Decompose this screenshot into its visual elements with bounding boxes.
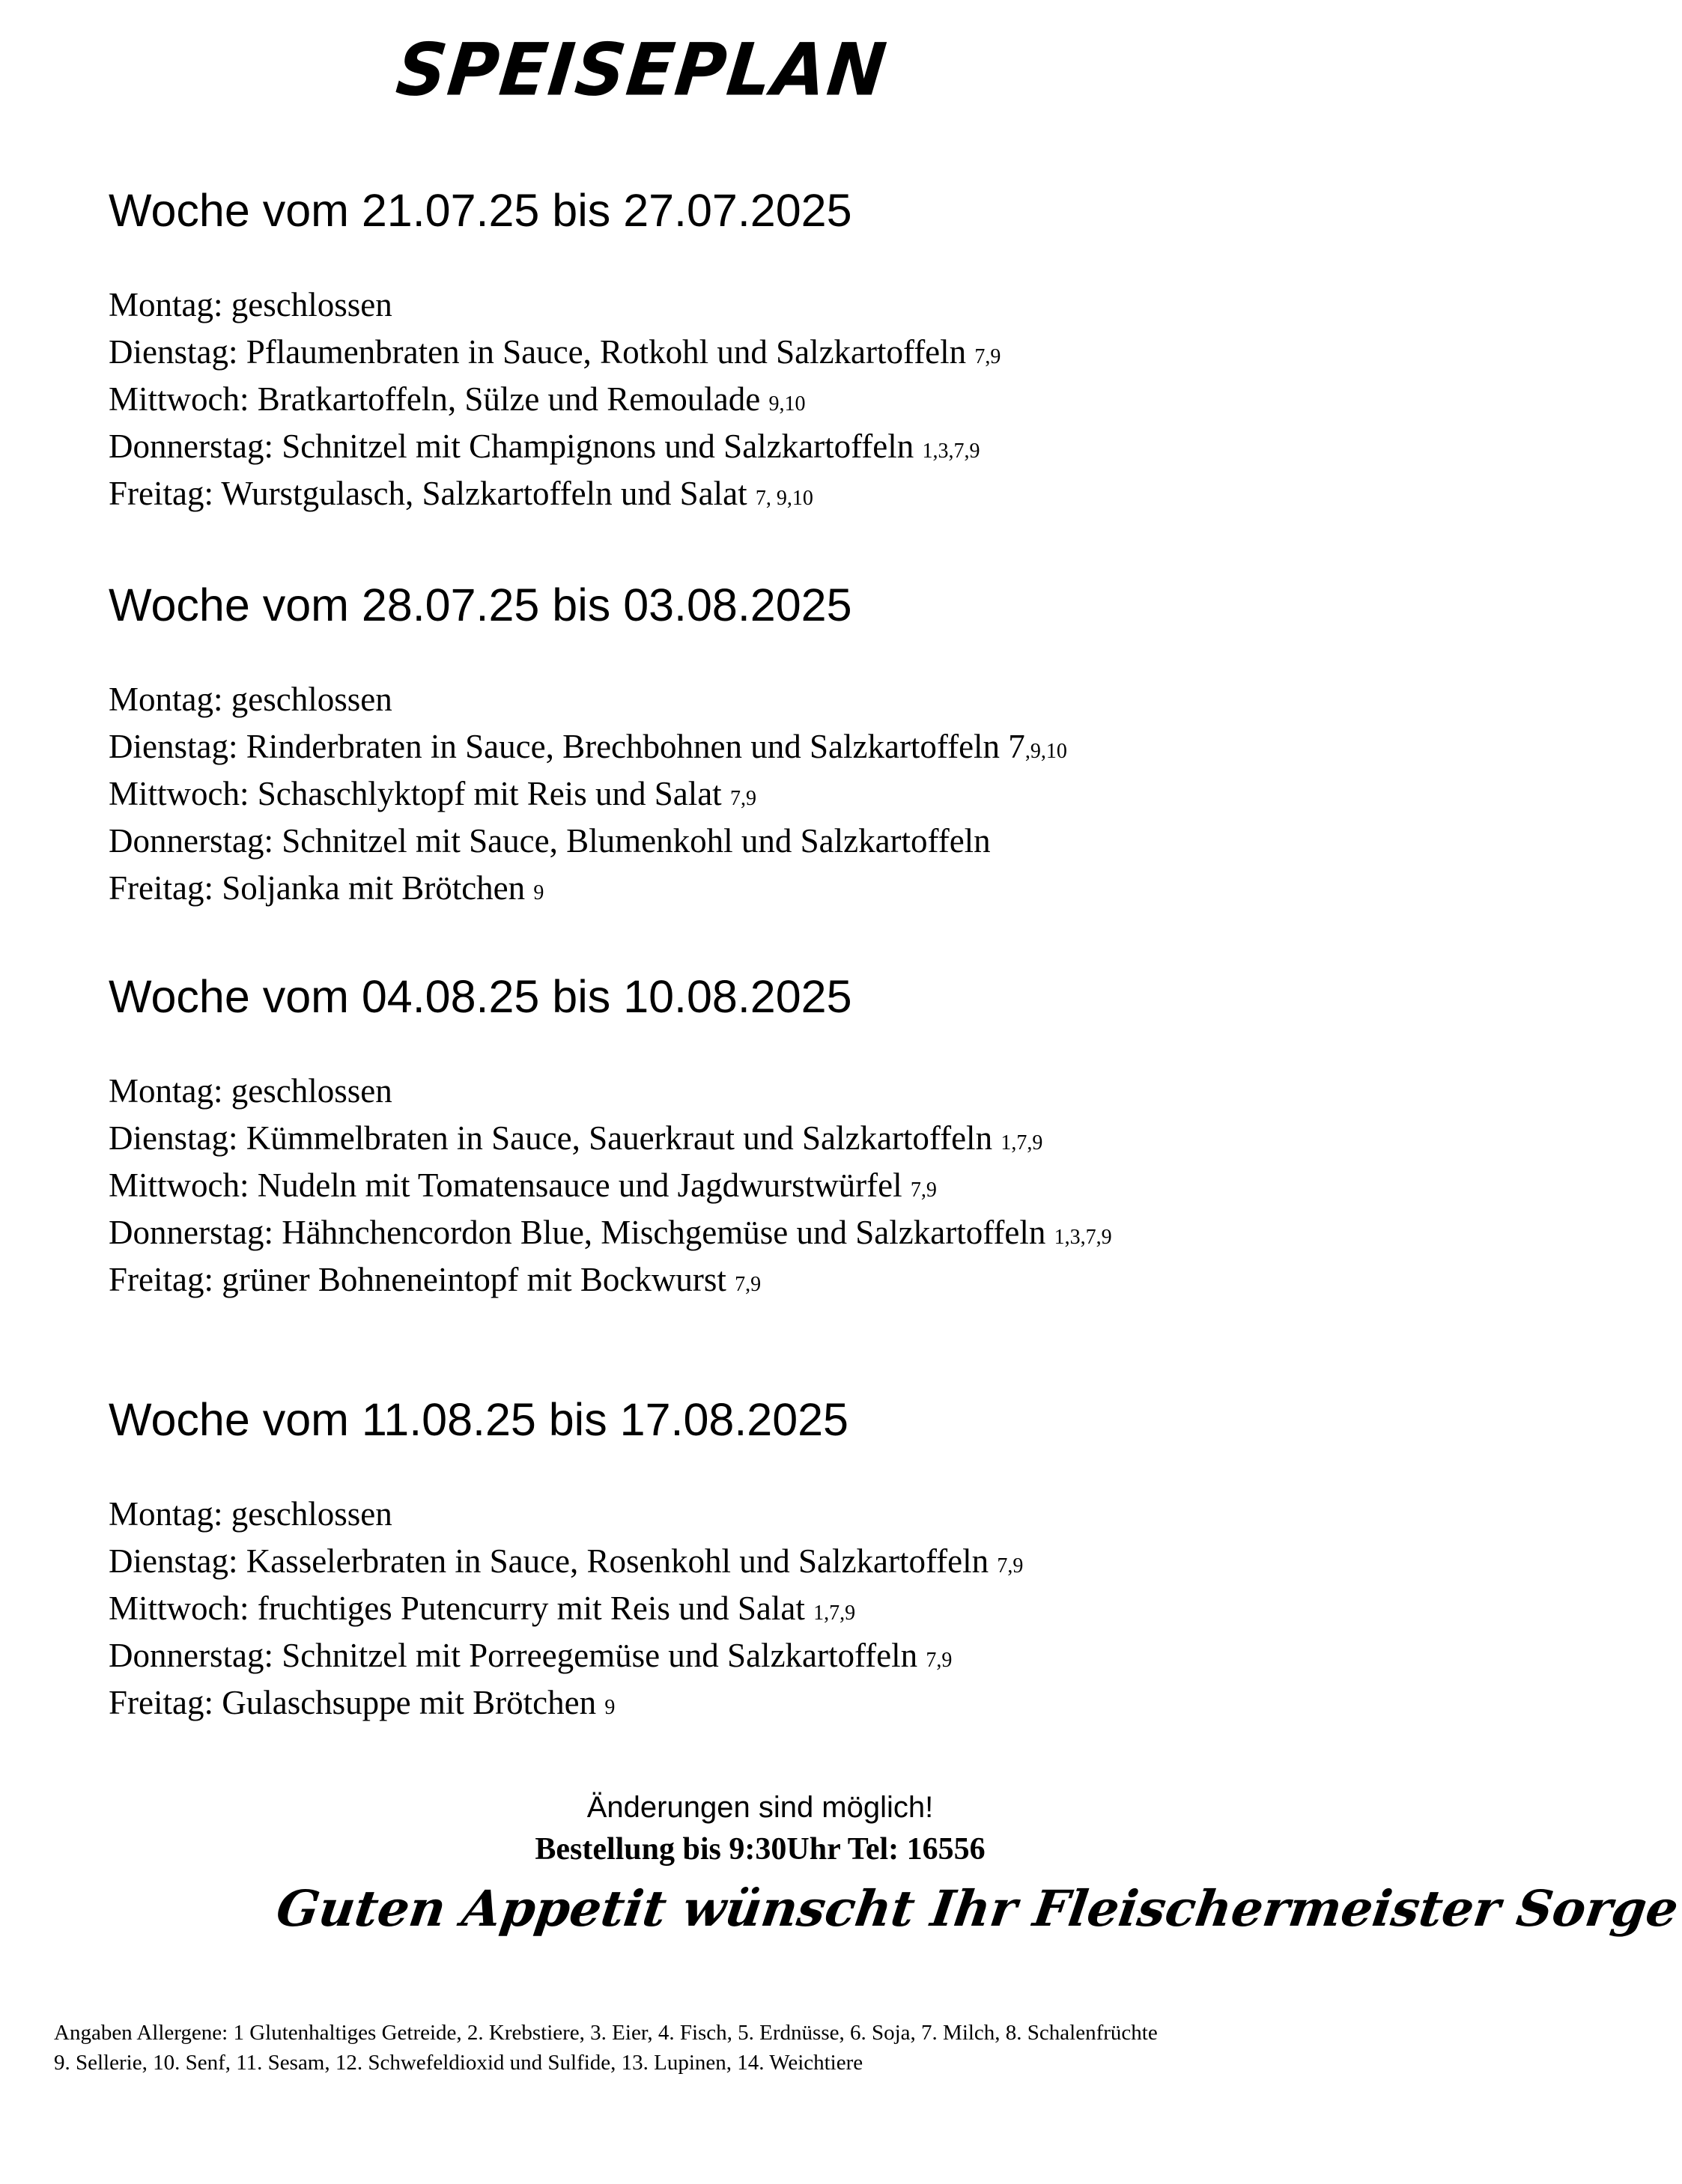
week-section [109,186,1352,520]
menu-item-thursday [109,425,1352,472]
menu-item-wednesday [109,773,1352,820]
dish-text: Donnerstag: Hähnchencordon Blue, Mischgemüse und Salzkartoffeln [109,1214,1054,1252]
dish-text: Mittwoch: Nudeln mit Tomatensauce und Jagdwurstwürfel [109,1166,911,1205]
menu-item-monday [109,1493,1352,1540]
dish-text: Dienstag: Kümmelbraten in Sauce, Sauerkraut und Salzkartoffeln [109,1119,1001,1158]
allergen-codes: 7,9 [974,345,1001,369]
allergen-codes: 1,3,7,9 [922,439,980,463]
week-heading: Woche vom 11.08.25 bis 17.08.2025 [109,1394,848,1445]
menu-item-wednesday [109,1164,1352,1211]
menu-item-wednesday [109,1587,1352,1634]
allergen-codes: 7,9 [735,1273,762,1297]
allergen-codes: ,9,10 [1024,740,1067,764]
dish-text: Montag: geschlossen [109,681,392,719]
allergen-codes: 1,7,9 [1001,1131,1043,1155]
allergen-codes: 7,9 [910,1178,937,1202]
menu-item-monday [109,678,1352,726]
menu-item-thursday [109,1211,1352,1259]
menu-item-thursday [109,820,1352,867]
allergen-codes: 1,7,9 [813,1602,856,1625]
dish-text: Freitag: Wurstgulasch, Salzkartoffeln und Salat [109,475,756,513]
allergen-codes: 9,10 [768,392,806,416]
dish-text: Dienstag: Pflaumenbraten in Sauce, Rotkohl und Salzkartoffeln [109,333,975,371]
week-heading: Woche vom 28.07.25 bis 03.08.2025 [109,580,852,630]
menu-item-wednesday [109,378,1352,425]
allergen-legend-line: Angaben Allergene: 1 Glutenhaltiges Getreide, 2. Krebstiere, 3. Eier, 4. Fisch, 5. Erdnüsse, 6. Soja, 7. Milch, 8. Schalenfrüchte [54,2021,1158,2045]
week-heading: Woche vom 21.07.25 bis 27.07.2025 [109,185,852,236]
allergen-codes: 9 [604,1696,616,1720]
dish-text: Donnerstag: Schnitzel mit Champignons und Salzkartoffeln [109,428,923,466]
allergen-legend-line: 9. Sellerie, 10. Senf, 11. Sesam, 12. Schwefeldioxid und Sulfide, 13. Lupinen, 14. Weichtiere [54,2051,863,2075]
dish-text: Mittwoch: fruchtiges Putencurry mit Reis und Salat [109,1590,814,1628]
menu-item-friday [109,867,1352,914]
dish-text: Donnerstag: Schnitzel mit Sauce, Blumenkohl und Salzkartoffeln [109,822,991,860]
allergen-codes: 7,9 [997,1554,1024,1578]
week-section [109,972,1352,1306]
menu-item-friday [109,1682,1352,1729]
dish-text: Donnerstag: Schnitzel mit Porreegemüse und Salzkartoffeln [109,1637,926,1675]
dish-text: Freitag: Gulaschsuppe mit Brötchen [109,1684,605,1722]
week-section [109,1395,1352,1729]
dish-text: Montag: geschlossen [109,1072,392,1110]
greeting-signature: Guten Appetit wünscht Ihr Fleischermeister Sorge [273,1879,1682,1938]
changes-notice: Änderungen sind möglich! [586,1791,934,1824]
dish-text: Dienstag: Kasselerbraten in Sauce, Rosenkohl und Salzkartoffeln [109,1542,998,1581]
dish-text: Dienstag: Rinderbraten in Sauce, Brechbohnen und Salzkartoffeln 7 [109,728,1025,766]
dish-text: Montag: geschlossen [109,286,392,324]
dish-text: Montag: geschlossen [109,1495,392,1533]
allergen-codes: 1,3,7,9 [1054,1226,1112,1250]
menu-item-tuesday [109,1117,1352,1164]
allergen-codes: 7,9 [926,1649,953,1673]
allergen-codes: 7,9 [729,787,756,811]
dish-text: Mittwoch: Schaschlyktopf mit Reis und Salat [109,775,730,813]
page-title: SPEISEPLAN [392,28,892,112]
week-section [109,580,1352,914]
dish-text: Freitag: Soljanka mit Brötchen [109,869,534,907]
order-info: Bestellung bis 9:30Uhr Tel: 16556 [535,1832,986,1867]
allergen-codes: 7, 9,10 [755,487,813,511]
menu-item-tuesday [109,1540,1352,1587]
menu-item-friday [109,1259,1352,1306]
menu-item-tuesday [109,331,1352,378]
menu-item-monday [109,284,1352,331]
dish-text: Mittwoch: Bratkartoffeln, Sülze und Remoulade [109,380,769,419]
allergen-legend [54,2018,1158,2078]
menu-item-thursday [109,1634,1352,1682]
menu-item-friday [109,472,1352,520]
menu-item-monday [109,1070,1352,1117]
dish-text: Freitag: grüner Bohneneintopf mit Bockwurst [109,1261,735,1299]
menu-item-tuesday [109,726,1352,773]
allergen-codes: 9 [533,881,544,905]
week-heading: Woche vom 04.08.25 bis 10.08.2025 [109,971,852,1022]
